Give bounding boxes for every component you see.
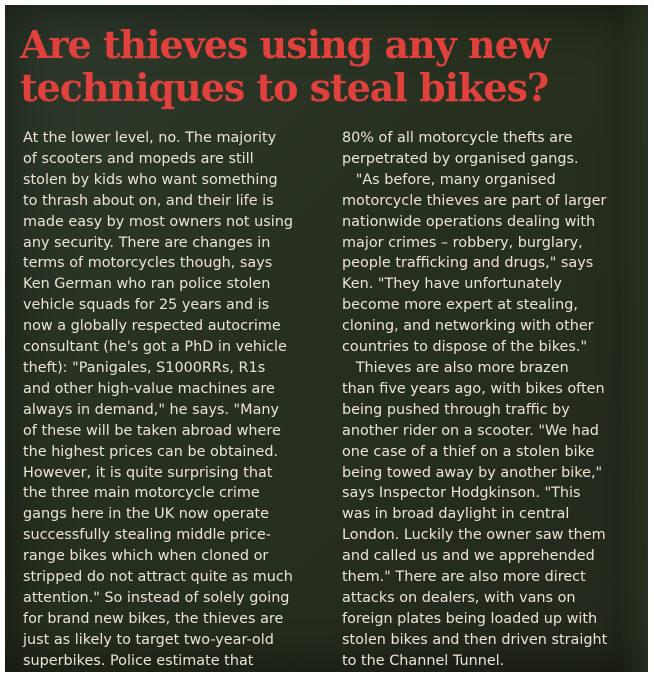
left-column-line: any security. There are changes in bbox=[23, 234, 271, 251]
left-column-line: stripped do not attract quite as much bbox=[23, 569, 293, 586]
left-column-line: vehicle squads for 25 years and is bbox=[23, 297, 270, 314]
left-column-line: Ken German who ran police stolen bbox=[23, 276, 271, 293]
left-column-line: and other high-value machines are bbox=[23, 380, 275, 397]
left-column-line: At the lower level, no. The majority bbox=[23, 130, 277, 146]
right-text-column bbox=[342, 128, 642, 672]
right-column-line: major crimes – robbery, burglary, bbox=[342, 234, 583, 251]
right-column-line: attacks on dealers, with vans on bbox=[342, 589, 576, 606]
right-column-line: and called us and we apprehended bbox=[342, 548, 595, 565]
left-column-line: range bikes which when cloned or bbox=[23, 548, 269, 565]
right-column-line: foreign plates being loaded up with bbox=[342, 610, 598, 627]
right-column-line: one case of a thief on a stolen bike bbox=[342, 443, 595, 460]
left-column-line: gangs here in the UK now operate bbox=[23, 506, 270, 523]
left-column-line: However, it is quite surprising that bbox=[23, 464, 273, 481]
right-column-line: London. Luckily the owner saw them bbox=[342, 527, 606, 544]
right-column-line: another rider on a scooter. "We had bbox=[342, 422, 599, 439]
right-column-line: 80% of all motorcycle thefts are bbox=[342, 130, 573, 146]
right-column-line: Thieves are also more brazen bbox=[342, 359, 569, 376]
right-column-line: nationwide operations dealing with bbox=[342, 213, 596, 230]
left-column-line: stolen by kids who want something bbox=[23, 171, 278, 188]
left-column-line: successfully stealing middle price- bbox=[23, 527, 271, 544]
right-column-line: people trafficking and drugs," says bbox=[342, 255, 594, 272]
magazine-page bbox=[5, 5, 648, 672]
right-column-line: than five years ago, with bikes often bbox=[342, 380, 605, 397]
right-column-line: countries to dispose of the bikes." bbox=[342, 339, 588, 356]
left-column-line: terms of motorcycles though, says bbox=[23, 255, 273, 272]
right-column-line: to the Channel Tunnel. bbox=[342, 652, 505, 669]
right-column-line: being towed away by another bike," bbox=[342, 464, 603, 481]
right-column-line: "As before, many organised bbox=[342, 171, 556, 188]
left-column-line: made easy by most owners not using bbox=[23, 213, 293, 230]
left-column-line: now a globally respected autocrime bbox=[23, 318, 281, 335]
right-column-line: perpetrated by organised gangs. bbox=[342, 150, 579, 167]
right-column-line: become more expert at stealing, bbox=[342, 297, 578, 314]
left-column-line: for brand new bikes, the thieves are bbox=[23, 610, 284, 627]
right-column-line: was in broad daylight in central bbox=[342, 506, 570, 523]
headline-line-2: techniques to steal bikes? bbox=[20, 65, 549, 110]
left-column-line: of scooters and mopeds are still bbox=[23, 150, 254, 167]
left-column-line: always in demand," he says. "Many bbox=[23, 401, 280, 418]
left-column-line: consultant (he's got a PhD in vehicle bbox=[23, 339, 287, 356]
left-column-line: to thrash about on, and their life is bbox=[23, 192, 274, 209]
left-text-column bbox=[23, 128, 323, 672]
right-column-line: them." There are also more direct bbox=[342, 569, 586, 586]
left-column-line: superbikes. Police estimate that bbox=[23, 652, 254, 669]
left-column-line: attention." So instead of solely going bbox=[23, 589, 290, 606]
left-column-line: just as likely to target two-year-old bbox=[23, 631, 274, 648]
right-column-line: motorcycle thieves are part of larger bbox=[342, 192, 607, 209]
right-column-line: says Inspector Hodgkinson. "This bbox=[342, 485, 581, 502]
article-headline bbox=[20, 23, 620, 109]
right-column-line: stolen bikes and then driven straight bbox=[342, 631, 608, 648]
right-column-line: cloning, and networking with other bbox=[342, 318, 594, 335]
left-column-line: of these will be taken abroad where bbox=[23, 422, 281, 439]
headline-line-1: Are thieves using any new bbox=[20, 22, 550, 67]
right-column-line: being pushed through traffic by bbox=[342, 401, 570, 418]
right-column-line: Ken. "They have unfortunately bbox=[342, 276, 562, 293]
left-column-line: theft): "Panigales, S1000RRs, R1s bbox=[23, 359, 266, 376]
left-column-line: the highest prices can be obtained. bbox=[23, 443, 279, 460]
left-column-line: the three main motorcycle crime bbox=[23, 485, 260, 502]
